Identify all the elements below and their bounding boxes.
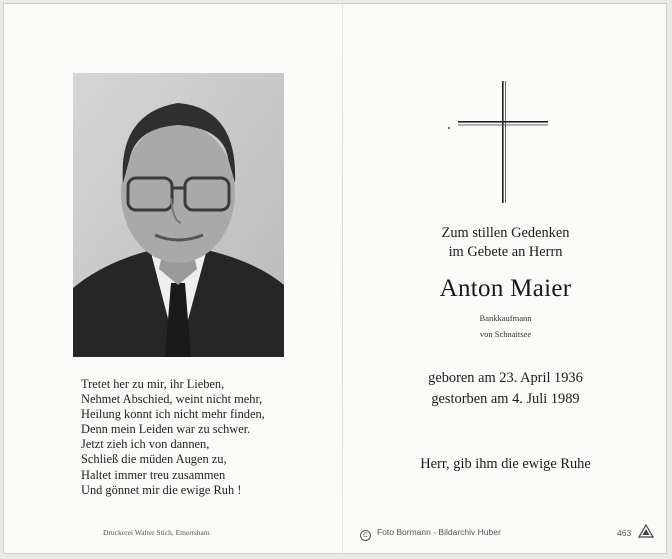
photo-credit-text: Foto Bormann - Bildarchiv Huber bbox=[377, 527, 501, 537]
poem-line: Heilung konnt ich nicht mehr finden, bbox=[81, 407, 265, 422]
birth-date: geboren am 23. April 1936 bbox=[428, 370, 583, 386]
profession-block bbox=[343, 310, 668, 342]
origin: von Schnaitsee bbox=[479, 329, 532, 339]
poem-line: Schließ die müden Augen zu, bbox=[81, 452, 227, 467]
copyright-icon: C bbox=[360, 530, 371, 541]
deceased-name: Anton Maier bbox=[439, 275, 572, 302]
blessing: Herr, gib ihm die ewige Ruhe bbox=[420, 456, 591, 472]
cross-icon bbox=[458, 81, 548, 203]
intro-text bbox=[343, 224, 668, 262]
poem-line: Tretet her zu mir, ihr Lieben, bbox=[81, 377, 225, 391]
triangle-logo bbox=[638, 524, 654, 538]
intro-line: Zum stillen Gedenken bbox=[441, 225, 570, 241]
portrait-photo bbox=[73, 73, 284, 357]
poem-line: Und gönnet mir die ewige Ruh ! bbox=[81, 482, 242, 497]
poem-line: Jetzt zieh ich von dannen, bbox=[81, 437, 210, 452]
printer-credit: Druckerei Walter Stich, Emertsham bbox=[103, 528, 210, 537]
intro-line: im Gebete an Herrn bbox=[448, 244, 563, 260]
dates-block bbox=[343, 368, 668, 410]
profession: Bankkaufmann bbox=[479, 313, 532, 323]
print-speck bbox=[448, 127, 450, 129]
serial-number: 463 bbox=[617, 528, 632, 538]
death-date: gestorben am 4. Juli 1989 bbox=[431, 391, 580, 407]
poem-line: Denn mein Leiden war zu schwer. bbox=[81, 422, 251, 437]
poem-line: Nehmet Abschied, weint nicht mehr, bbox=[81, 392, 263, 407]
poem bbox=[81, 377, 311, 498]
photo-credit bbox=[360, 527, 501, 541]
poem-line: Haltet immer treu zusammen bbox=[81, 467, 226, 482]
memorial-card bbox=[3, 3, 667, 554]
